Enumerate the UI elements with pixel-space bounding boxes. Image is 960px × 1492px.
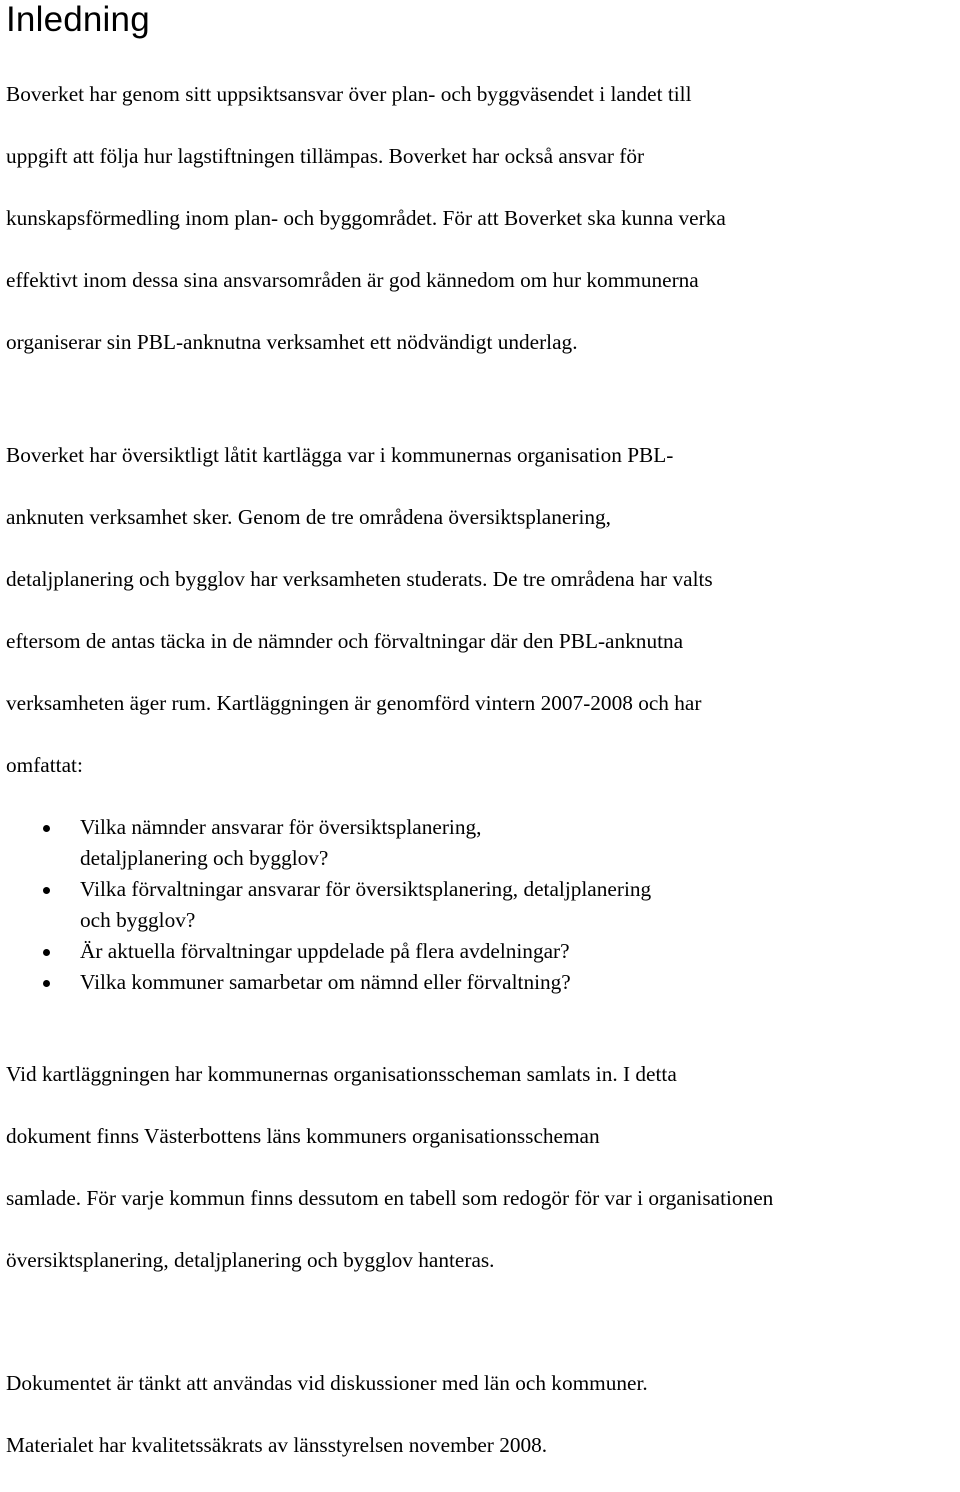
text-line: anknuten verksamhet sker. Genom de tre områdena översiktsplanering, xyxy=(6,505,611,529)
text-line: effektivt inom dessa sina ansvarsområden är god kännedom om hur kommunerna xyxy=(6,268,699,292)
usage-paragraph xyxy=(6,1337,956,1492)
text-line: Boverket har genom sitt uppsiktsansvar över plan- och byggväsendet i landet till xyxy=(6,82,692,106)
bullet-icon xyxy=(43,825,50,832)
text-line: Materialet har kvalitetssäkrats av länsstyrelsen november 2008. xyxy=(6,1433,548,1457)
text-line: omfattat: xyxy=(6,753,83,777)
schemes-paragraph xyxy=(6,1028,956,1307)
text-line: samlade. För varje kommun finns dessutom en tabell som redogör för var i organisationen xyxy=(6,1186,774,1210)
text-line: organiserar sin PBL-anknutna verksamhet ett nödvändigt underlag. xyxy=(6,330,578,354)
text-line: kunskapsförmedling inom plan- och byggområdet. För att Boverket ska kunna verka xyxy=(6,206,726,230)
survey-paragraph xyxy=(6,409,956,812)
question-list xyxy=(6,812,956,998)
text-line: Är aktuella förvaltningar uppdelade på flera avdelningar? xyxy=(80,939,570,963)
bullet-icon xyxy=(43,949,50,956)
list-item xyxy=(6,936,956,967)
text-line: och bygglov? xyxy=(80,908,196,932)
text-line: Dokumentet är tänkt att användas vid diskussioner med län och kommuner. xyxy=(6,1371,648,1395)
text-line: Vilka kommuner samarbetar om nämnd eller förvaltning? xyxy=(80,970,571,994)
text-line: Boverket har översiktligt låtit kartlägga var i kommunernas organisation PBL- xyxy=(6,443,674,467)
intro-paragraph xyxy=(6,48,956,389)
text-line: verksamheten äger rum. Kartläggningen är genomförd vintern 2007-2008 och har xyxy=(6,691,702,715)
page-title: Inledning xyxy=(6,0,150,39)
text-line: eftersom de antas täcka in de nämnder och förvaltningar där den PBL-anknutna xyxy=(6,629,684,653)
text-line: Vilka förvaltningar ansvarar för översiktsplanering, detaljplanering xyxy=(80,877,652,901)
text-line: Vid kartläggningen har kommunernas organisationsscheman samlats in. I detta xyxy=(6,1062,677,1086)
bullet-icon xyxy=(43,980,50,987)
text-line: detaljplanering och bygglov? xyxy=(80,846,329,870)
list-item xyxy=(6,812,956,874)
text-line: översiktsplanering, detaljplanering och bygglov hanteras. xyxy=(6,1248,495,1272)
text-line: Vilka nämnder ansvarar för översiktsplanering, xyxy=(80,815,482,839)
bullet-icon xyxy=(43,887,50,894)
text-line: uppgift att följa hur lagstiftningen tillämpas. Boverket har också ansvar för xyxy=(6,144,645,168)
list-item xyxy=(6,967,956,998)
list-item xyxy=(6,874,956,936)
document-page xyxy=(6,0,956,1492)
text-line: dokument finns Västerbottens läns kommuners organisationsscheman xyxy=(6,1124,600,1148)
text-line: detaljplanering och bygglov har verksamheten studerats. De tre områdena har valts xyxy=(6,567,713,591)
